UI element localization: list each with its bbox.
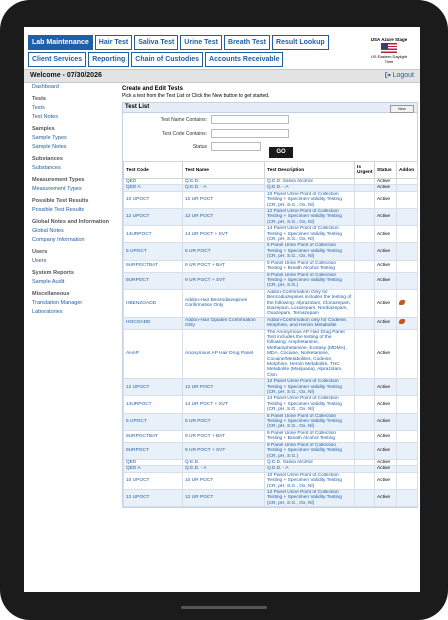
test-code-link[interactable]: QED A [124,466,183,472]
page-title: Create and Edit Tests [122,86,183,92]
col-test-name[interactable]: Test Name [183,162,265,179]
col-test-description[interactable]: Test Description [265,162,355,179]
addon-cell [397,289,418,317]
table-row[interactable] [124,442,418,459]
status-cell: Active [375,179,397,185]
test-description-link[interactable]: Q.E.D. Saliva Alcohol [265,179,355,185]
home-indicator [181,606,267,609]
table-row[interactable] [124,317,418,329]
test-name-link[interactable]: Q.E.D. - A [183,185,265,191]
test-description-link[interactable]: 9 Panel Urine Point of Collection Testing + Specimen Validity Testing (CR, pH, S.G.) [265,442,355,459]
addon-cell [397,396,418,413]
main-panel [122,83,418,508]
table-row[interactable] [124,243,418,260]
sidebar-heading-measurement-types: Measurement Types [32,177,85,183]
test-code-link[interactable]: 12 UPOCT [124,209,183,226]
test-name-label: Test Name Contains: [160,117,207,123]
status-cell: Active [375,413,397,430]
test-name-link[interactable]: 14 UR POCT + SVT [183,396,265,413]
tab-reporting[interactable]: Reporting [88,52,129,67]
test-code-link[interactable]: 12 UPOCT [124,489,183,506]
test-description-link[interactable]: 12 Panel Urine Point of Collection Testing + Specimen Validity Testing (CR, pH, S.G., Ox, Nl) [265,209,355,226]
col-addon[interactable]: Addon [397,162,418,179]
status-cell: Active [375,472,397,489]
addon-cell [397,489,418,506]
tab-row-secondary [28,52,348,67]
sidebar-item-global-notes[interactable]: Global Notes [32,228,64,234]
sidebar-item-tests[interactable]: Tests [32,105,45,111]
tab-row-primary [28,35,348,50]
test-description-link[interactable]: 12 Panel Urine Point of Collection Testing + Specimen Validity Testing (CR, pH, S.G., Ox, Nl) [265,489,355,506]
addon-cell [397,243,418,260]
tab-breath-test[interactable]: Breath Test [224,35,270,50]
sidebar-heading-miscellaneous: Miscellaneous [32,291,70,297]
us-flag-icon [381,43,397,53]
is-urgent-cell [355,442,375,459]
table-row[interactable] [124,472,418,489]
new-test-button[interactable]: New [390,105,414,113]
table-row[interactable] [124,289,418,317]
test-description-link[interactable]: Q.E.D. Saliva Alcohol [265,459,355,465]
is-urgent-cell [355,379,375,396]
test-name-link[interactable]: 5 UR POCT [183,413,265,430]
test-name-link[interactable]: Addon-Hair Benzodiazepines Confirmation Only [183,289,265,317]
test-description-link[interactable]: 14 Panel Urine Point of Collection Testing + Specimen Validity Testing (CR, pH, S.G., Ox, Nl) [265,396,355,413]
status-label: Status [192,144,207,150]
test-name-link[interactable]: 14 UR POCT + SVT [183,226,265,243]
test-description-link[interactable]: 10 Panel Urine Point of Collection Testing + Specimen Validity Testing (CR, pH, S.G., Ox, Nl) [265,472,355,489]
addon-cell [397,226,418,243]
status-cell: Active [375,226,397,243]
addon-cell [397,413,418,430]
test-code-link[interactable]: 9URPOCTBAT [124,430,183,442]
tab-hair-test[interactable]: Hair Test [95,35,132,50]
tab-bar [28,35,348,69]
test-name-link[interactable]: 9 UR POCT + BAT [183,430,265,442]
timezone-line2: Time [384,59,394,64]
test-description-link[interactable]: 5 Panel Urine Point of Collection Testing + Specimen Validity Testing (CR, pH, S.G., Ox, Nl) [265,243,355,260]
test-code-link[interactable]: QED A [124,185,183,191]
sidebar-heading-substances: Substances [32,156,63,162]
welcome-text: Welcome - 07/30/2026 [30,72,102,79]
sidebar-heading-users: Users [32,249,48,255]
test-description-link[interactable]: 9 Panel Urine Point of Collection Testing + Breath Alcohol Testing [265,430,355,442]
addon-cell [397,317,418,329]
is-urgent-cell [355,272,375,289]
col-test-code[interactable]: Test Code [124,162,183,179]
col-is-urgent[interactable]: Is Urgent [355,162,375,179]
test-name-link[interactable]: 10 UR POCT [183,472,265,489]
sidebar-item-company-information[interactable]: Company Information [32,237,85,243]
status-cell: Active [375,243,397,260]
status-cell: Active [375,329,397,379]
is-urgent-cell [355,289,375,317]
is-urgent-cell [355,243,375,260]
welcome-bar [24,69,420,83]
col-status[interactable]: Status [375,162,397,179]
test-description-link[interactable]: 5 Panel Urine Point of Collection Testing + Specimen Validity Testing (CR, pH, S.G., Ox, Nl) [265,413,355,430]
sidebar-item-dashboard[interactable]: Dashboard [32,84,59,90]
sidebar [24,83,128,317]
table-row[interactable] [124,379,418,396]
is-urgent-cell [355,329,375,379]
table-row[interactable] [124,329,418,379]
addon-cell [397,430,418,442]
app-screen [24,27,420,592]
status-cell: Active [375,185,397,191]
test-code-link[interactable]: 9URPOCTBAT [124,260,183,272]
addon-cell [397,329,418,379]
sidebar-item-sample-types[interactable]: Sample Types [32,135,67,141]
tab-result-lookup[interactable]: Result Lookup [272,35,329,50]
test-code-link[interactable]: 10 UPOCT [124,191,183,208]
test-code-link[interactable]: QED [124,179,183,185]
status-cell: Active [375,459,397,465]
sidebar-item-sample-notes[interactable]: Sample Notes [32,144,67,150]
tab-chain-of-custodies[interactable]: Chain of Custodies [131,52,203,67]
test-description-link[interactable]: 10 Panel Urine Point of Collection Testing + Specimen Validity Testing (CR, pH, S.G., Ox, Nl) [265,191,355,208]
test-name-link[interactable]: 9 UR POCT + SVT [183,272,265,289]
status-cell: Active [375,317,397,329]
test-code-input[interactable] [211,129,289,138]
tab-saliva-test[interactable]: Saliva Test [134,35,178,50]
is-urgent-cell [355,209,375,226]
is-urgent-cell [355,317,375,329]
is-urgent-cell [355,472,375,489]
test-code-link[interactable]: AHAP [124,329,183,379]
is-urgent-cell [355,489,375,506]
table-header-row [124,162,418,179]
addon-cell [397,260,418,272]
page-subtitle: Pick a test from the Test List or Click the New button to get started. [122,93,270,99]
timezone-line1: US Eastern Daylight [370,54,407,59]
status-cell: Active [375,191,397,208]
test-name-link[interactable]: Q.E.D. [183,179,265,185]
sidebar-heading-global-notes-and-information: Global Notes and Information [32,219,110,225]
logout-link[interactable] [385,70,414,82]
sidebar-item-measurement-types[interactable]: Measurement Types [32,186,82,192]
test-name-link[interactable]: 12 UR POCT [183,489,265,506]
environment-badge [362,37,416,64]
is-urgent-cell [355,260,375,272]
test-name-link[interactable]: Anonymous AP Hair Drug Panel [183,329,265,379]
status-cell: Active [375,272,397,289]
test-description-link[interactable]: 12 Panel Urine Point of Collection Testing + Specimen Validity Testing (CR, pH, S.G., Ox, Nl) [265,379,355,396]
test-name-link[interactable]: 9 UR POCT + SVT [183,442,265,459]
tab-lab-maintenance[interactable]: Lab Maintenance [28,35,93,50]
test-description-link[interactable]: 9 Panel Urine Point of Collection Testing + Specimen Validity Testing (CR, pH, S.G.) [265,272,355,289]
sidebar-item-laboratories[interactable]: Laboratories [32,309,63,315]
table-row[interactable] [124,396,418,413]
top-navigation [24,27,420,69]
table-row[interactable] [124,413,418,430]
go-button[interactable]: GO [269,147,293,158]
tab-client-services[interactable]: Client Services [28,52,86,67]
test-name-link[interactable]: Q.E.D. [183,459,265,465]
is-urgent-cell [355,396,375,413]
table-body [124,179,418,507]
table-row[interactable] [124,260,418,272]
status-select[interactable] [211,142,261,151]
addon-cell [397,272,418,289]
addon-icon [399,319,405,324]
test-description-link[interactable]: Addon-Confirmation only for Codeine, Morphine, and Heroin Metabolite [265,317,355,329]
tab-accounts-receivable[interactable]: Accounts Receivable [205,52,283,67]
test-code-link[interactable]: HBENZOADD [124,289,183,317]
logout-label: Logout [392,72,414,79]
addon-icon [399,300,405,305]
test-code-link[interactable]: 12 UPOCT [124,379,183,396]
status-cell: Active [375,466,397,472]
test-code-link[interactable]: 14URPOCT [124,396,183,413]
test-description-link[interactable]: 9 Panel Urine Point of Collection Testing + Breath Alcohol Testing [265,260,355,272]
filter-form [123,113,417,157]
test-name-input[interactable] [211,115,289,124]
table-row[interactable] [124,209,418,226]
table-row[interactable] [124,272,418,289]
test-description-link[interactable]: Q.E.D. - A [265,185,355,191]
test-name-link[interactable]: 12 UR POCT [183,209,265,226]
addon-cell [397,209,418,226]
sidebar-item-substances[interactable]: Substances [32,165,61,171]
addon-cell [397,442,418,459]
sidebar-item-sample-audit[interactable]: Sample Audit [32,279,65,285]
stage-name: USA Azure Stage [370,37,408,42]
test-name-link[interactable]: 12 UR POCT [183,379,265,396]
status-cell: Active [375,379,397,396]
test-code-link[interactable]: 5 UPOCT [124,243,183,260]
logout-icon [385,72,391,78]
test-name-link[interactable]: 10 UR POCT [183,191,265,208]
test-list-panel [122,102,418,508]
test-code-link[interactable]: 10 UPOCT [124,472,183,489]
table-row[interactable] [124,489,418,506]
test-code-link[interactable]: 14URPOCT [124,226,183,243]
is-urgent-cell [355,226,375,243]
is-urgent-cell [355,413,375,430]
is-urgent-cell [355,191,375,208]
table-row[interactable] [124,430,418,442]
sidebar-item-users[interactable]: Users [32,258,47,264]
status-cell: Active [375,430,397,442]
panel-title: Test List [125,104,150,110]
is-urgent-cell [355,430,375,442]
test-description-link[interactable]: 14 Panel Urine Point of Collection Testing + Specimen Validity Testing (CR, pH, S.G., Ox, Nl) [265,226,355,243]
table-row[interactable] [124,226,418,243]
tab-urine-test[interactable]: Urine Test [180,35,222,50]
status-cell: Active [375,442,397,459]
addon-cell [397,379,418,396]
test-name-link[interactable]: 9 UR POCT + BAT [183,260,265,272]
addon-cell [397,191,418,208]
status-cell: Active [375,260,397,272]
status-cell: Active [375,209,397,226]
sidebar-heading-tests: Tests [32,96,46,102]
sidebar-item-possible-test-results[interactable]: Possible Test Results [32,207,85,213]
sidebar-item-test-notes[interactable]: Test Notes [32,114,58,120]
test-code-link[interactable]: QED [124,459,183,465]
sidebar-heading-samples: Samples [32,126,55,132]
test-code-link[interactable]: 5 UPOCT [124,413,183,430]
panel-header [123,103,417,113]
status-cell: Active [375,289,397,317]
test-code-link[interactable]: 9URPOCT [124,272,183,289]
test-description-link[interactable]: Q.E.D. - A [265,466,355,472]
sidebar-heading-system-reports: System Reports [32,270,74,276]
test-code-link[interactable]: 9URPOCT [124,442,183,459]
test-code-label: Test Code Contains: [161,131,207,137]
test-name-link[interactable]: 5 UR POCT [183,243,265,260]
addon-cell [397,472,418,489]
test-name-link[interactable]: Addon-Hair Opiates Confirmation Only [183,317,265,329]
status-cell: Active [375,396,397,413]
test-table [123,161,418,507]
sidebar-item-translation-manager[interactable]: Translation Manager [32,300,83,306]
test-description-link[interactable]: The Anonymous AP Hair Drug Panel Test includes the testing of the following: Amphetamine, Methamphetamine, Ecstasy (MDMA), MDA, Cocaine, Norketamine, Cocaine/Metabolites, Codeine, Morphine, Heroin Metabolite, THC Metabolite (Marijuana), Alprazolam, Clon [265,329,355,379]
status-cell: Active [375,489,397,506]
sidebar-heading-possible-test-results: Possible Test Results [32,198,89,204]
test-name-link[interactable]: Q.E.D. - A [183,466,265,472]
test-description-link[interactable]: Addon-Confirmation Only for Benzodiazepines includes the testing of the following: Alprazolam, Clonazepam, Diazepam, Lorazepam, Nordiazepam, Oxazepam, Temazepam [265,289,355,317]
table-row[interactable] [124,191,418,208]
test-code-link[interactable]: HOCOADD [124,317,183,329]
